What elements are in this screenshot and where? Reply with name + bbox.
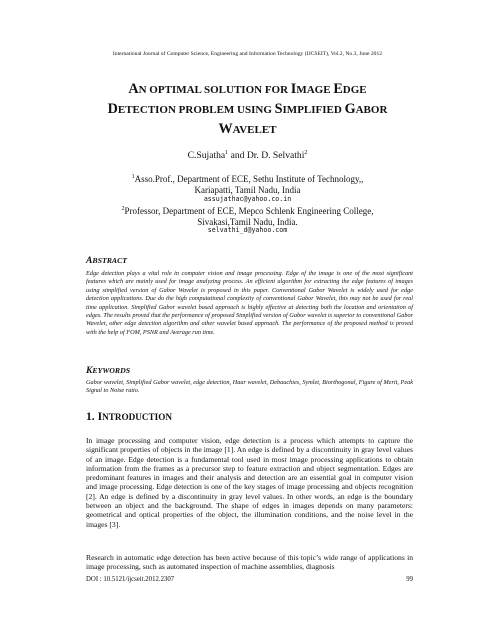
- page-number: 99: [406, 576, 413, 583]
- keywords-heading-rest: EYWORDS: [92, 366, 131, 375]
- title-smallcaps: DGE: [342, 84, 367, 96]
- author-1: C.Sujatha: [187, 150, 226, 162]
- author-1-sup: 1: [225, 150, 229, 156]
- keywords-heading: [86, 365, 130, 376]
- paper-title: [40, 80, 455, 140]
- title-line-3: [40, 120, 455, 140]
- introduction-paragraph-1: In image processing and computer vision, edge detection is a process which attempts to capture the significant properties of objects in the image [1]. An edge is defined by a discontinuity in gray level values of an image. Edge detection is a fundamental tool used in most image processing applications to obtain information from the frames as a precursor step to feature extraction and object segmentation. Edges are predominant features in images and their analysis and detection are an essential goal in computer vision and image processing. Edge detection is one of the key stages of image processing and objects recognition [2]. An edge is defined by a discontinuity in gray level values. In other words, an edge is the boundary between an object and the background. The shape of edges in images depends on many parameters: geometrical and optical properties of the object, the illumination conditions, and the noise level in the images [3].: [86, 436, 413, 529]
- title-line-1: [40, 80, 455, 100]
- title-smallcaps: ETECTION PROBLEM USING: [117, 104, 275, 116]
- affiliation-1-sup: 1: [131, 174, 135, 180]
- abstract-heading: [86, 255, 127, 266]
- email-2[interactable]: selvathi_d@yahoo.com: [207, 226, 288, 234]
- authors: [0, 150, 495, 161]
- title-char: G: [344, 101, 356, 117]
- affiliation-1: [60, 172, 435, 196]
- title-smallcaps: ABOR: [355, 104, 388, 116]
- title-smallcaps: IMPLIFIED: [282, 104, 345, 116]
- title-line-2: [40, 100, 455, 120]
- title-smallcaps: MAGE: [296, 84, 334, 96]
- introduction-heading-initial: 1. I: [86, 410, 103, 423]
- affiliation-2-line-1: Professor, Department of ECE, Mepco Schlenk Engineering College,: [124, 206, 374, 216]
- introduction-paragraph-2: Research in automatic edge detection has been active because of this topic’s wide range of applications in image processing, such as automated inspection of machine assemblies, diagnosis: [86, 553, 413, 572]
- affiliation-1-line-1: Asso.Prof., Department of ECE, Sethu Institute of Technology,,: [134, 174, 364, 184]
- doi: DOI : 10.5121/ijcseit.2012.2307: [86, 576, 175, 583]
- title-char: E: [333, 81, 343, 97]
- keywords-heading-initial: K: [86, 365, 93, 376]
- title-char: W: [218, 121, 233, 137]
- author-2: and Dr. D. Selvathi: [228, 150, 305, 162]
- abstract-text: Edge detection plays a vital role in computer vision and image processing. Edge of the image is one of the most significant features which are mainly used for image analyzing process. An efficient algorithm for extracting the edge features of images using simplified version of Gabor Wavelet is proposed in this paper. Conventional Gabor Wavelet is widely used for edge detection applications. Due do the high computational complexity of conventional Gabor Wavelet, this may not be used for real time application. Simplified Gabor wavelet based approach is highly effective at detecting both the location and orientation of edges. The results proved that the performance of proposed Simplified version of Gabor wavelet is superior to conventional Gabor Wavelet, other edge detection algorithm and other wavelet based approach. The performance of the proposed method is proved with the help of FOM, PSNR and Average run time.: [86, 270, 413, 336]
- author-2-sup: 2: [304, 150, 308, 156]
- affiliation-2-line-2: Sivakasi,Tamil Nadu, India.: [197, 217, 298, 227]
- title-smallcaps: AVELET: [232, 124, 277, 136]
- keywords-text: Gabor wavelet, Simplified Gabor wavelet, edge detection, Haar wavelet, Debauchies, Symlet, Biorthogonal, Figure of Merit, Peak Signal to Noise ratio.: [86, 379, 413, 395]
- title-smallcaps: N OPTIMAL SOLUTION FOR: [138, 84, 291, 96]
- title-char: D: [107, 101, 118, 117]
- abstract-heading-initial: A: [86, 255, 93, 266]
- title-char: A: [128, 81, 139, 97]
- email-1[interactable]: assujathac@yahoo.co.in: [203, 195, 292, 203]
- title-char: S: [274, 101, 283, 117]
- introduction-heading: [86, 410, 172, 423]
- title-char: I: [290, 81, 297, 97]
- journal-header: International Journal of Computer Science, Engineering and Information Technology (IJCSEIT), Vol.2, No.3, June 2012: [112, 51, 383, 57]
- affiliation-2: [60, 204, 435, 228]
- affiliation-2-sup: 2: [121, 206, 125, 212]
- affiliation-1-line-2: Kariapatti, Tamil Nadu, India: [194, 185, 301, 195]
- abstract-heading-rest: BSTRACT: [92, 256, 128, 265]
- introduction-heading-rest: NTRODUCTION: [102, 412, 173, 422]
